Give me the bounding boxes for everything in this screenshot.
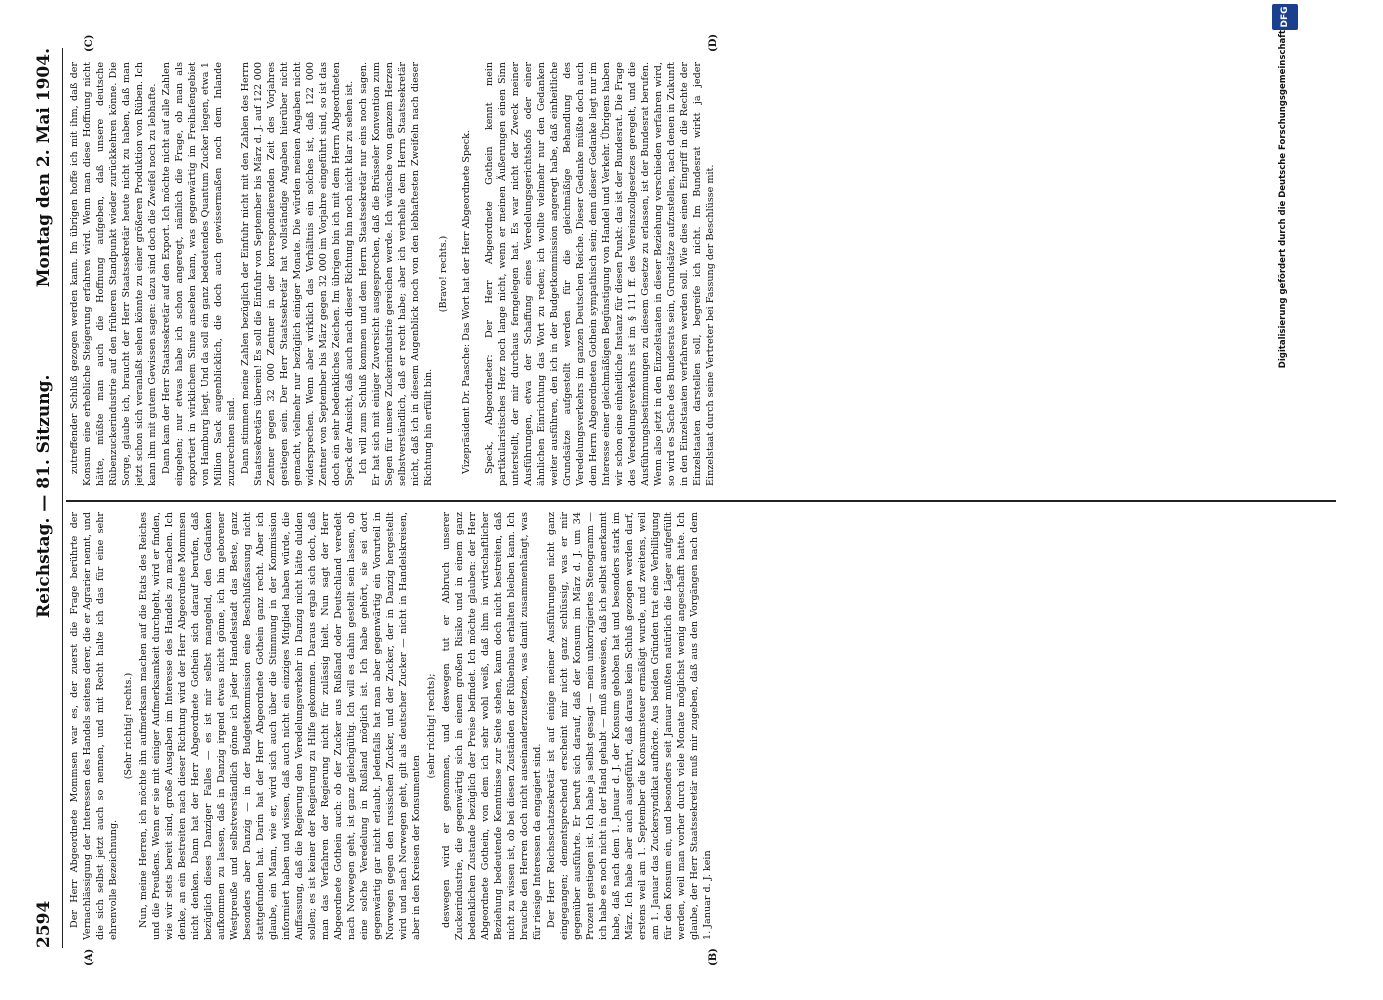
interjection: (Sehr richtig! rechts.) xyxy=(123,672,134,780)
paragraph: Nun, meine Herren, ich möchte ihn aufmerksam machen auf die Etats des Reiches und die Preußens. Wenn er sie mit einiger Aufmerksamkeit durchgeht, wird er finden, wie wir stets bereit sind, große Ausgaben im Interesse des Handels zu machen. Ich denke, an ein Bestreiten nach dieser Richtung wird der Herr Abgeordnete Mommsen nicht denken. Dann hat der Herr Abgeordnete Gothein sich darauf berufen, daß bezüglich dieses Danziger Falles — es ist mir selbst mangelnd, den Gedanken aufkommen zu lassen, daß in Danzig irgend etwas nicht gönne, ich bin geborener Westpreuße und selbstverständlich gönne ich jeder Handelsstadt das Beste, ganz besonders aber Danzig — in der Budgetkommission eine Beschlußfassung nicht stattgefunden hat. Darin hat der Herr Abgeordnete Gothein ganz recht. Aber ich glaube, ein Mann, wie er, wird sich auch über die Stimmung in der Kommission informiert haben und wissen, daß auch nicht ein einziges Mitglied haben würde, die Auffassung, daß die Regierung den Veredelungsverkehr in Danzig nicht hätte dulden sollen; es ist keiner der Regierung zu Hilfe gekommen. Daraus ergab sich doch, daß man das Verfahren der Regierung nicht für zulässig hielt. Nun sagt der Herr Abgeordnete Gothein auch: ob der Zucker aus Rußland oder Deutschland veredelt nach Norwegen geht, ist ganz gleichgültig. Ich will es dahin gestellt sein lassen, ob eine solche Veredelung in Rußland möglich ist. Ich habe gehört, sie sei dort gegenwärtig gar nicht erlaubt. Jedenfalls hat man aber gegenwärtig ein Vorurteil in Norwegen gegen den russischen Zucker, und der Zucker, der in Danzig hergestellt wird und nach Norwegen geht, gilt als deutscher Zucker — nicht in Handelskreisen, aber in den Kreisen der Konsumenten xyxy=(138,512,422,940)
right-text-column xyxy=(68,62,1330,486)
paragraph: Dann stimmen meine Zahlen bezüglich der Einfuhr nicht mit den Zahlen des Herrn Staatssekretärs überein! Es soll die Einfuhr von September bis März d. J. auf 122 000 Zentner gegen 32 000 Zentner in der korrespondierenden Zeit des Vorjahres gestiegen sein. Der Herr Staatssekretär hat vollständige Angaben hierüber nicht gemacht, vielmehr nur bezüglich einiger Monate. Die würden meinen Angaben nicht widersprechen. Wenn aber wirklich das Verhältnis ein solches ist, daß 122 000 Zentner von September bis März gegen 32 000 im Vorjahre eingeführt sind, so ist das doch ein sehr bedenkliches Zeichen. Im übrigen bin ich mit dem Herrn Abgeordneten Speck der Ansicht, daß auch nach dieser Richtung hin noch nicht klar zu sehen ist. xyxy=(240,62,355,486)
digitization-note: Digitalisierung gefördert durch die Deutsche Forschungsgemeinschaft xyxy=(1278,30,1288,369)
session-title: Reichstag. — 81. Sitzung. xyxy=(34,374,54,618)
paragraph: Dann kam der Herr Staatssekretär auf den Export. Ich möchte nicht auf alle Zahlen eingehen; nur etwas habe ich schon angeregt, nämlich die Frage, ob man als exportiert in wirklichem Sinne ansehen kann, was gegenwärtig im Freihafengebiet von Hamburg liegt. Und da soll ein ganz bedeutendes Quantum Zucker liegen, etwa 1 Million Sack augenblicklich, die doch auch gewissermaßen noch dem Inlande zuzurechnen sind. xyxy=(161,62,237,486)
paragraph: Der Herr Abgeordnete Mommsen war es, der zuerst die Frage berührte der Vernachlässigung der Interessen des Handels seitens derer, die er Agrarier nennt, und die sich selbst jetzt auch so nennen, und mit Recht halte ich das für eine sehr ehrenvolle Bezeichnung. xyxy=(69,512,119,940)
margin-marker-a: (A) xyxy=(84,948,95,966)
running-header xyxy=(28,48,62,948)
paragraph: zutreffender Schluß gezogen werden kann. Im übrigen hoffe ich mit ihm, daß der Konsum eine erhebliche Steigerung erfahren wird. Wenn man diese Hoffnung nicht hätte, müßte man auch die Hoffnung aufgeben, daß unsere deutsche Rübenzuckerindustrie auf den früheren Standpunkt wieder zurückkehren könne. Die Sorge, glaube ich, braucht der Herr Staatssekretär heute nicht zu haben, daß man jetzt schon sich veranlaßt sehen könnte zu einer größeren Produktion von Rüben. Ich kann ihm mit gutem Gewissen sagen: dazu sind doch die Zweifel noch zu lebhafte. xyxy=(69,62,158,486)
interjection: (Bravo! rechts.) xyxy=(438,235,449,313)
session-date: Montag den 2. Mai 1904. xyxy=(34,48,54,288)
speaker-paragraph: Speck, Abgeordneter: Der Herr Abgeordnete Gothein kennt mein partikularistisches Herz noch lange nicht, wenn er meinen Äußerungen einen Sinn unterstellt, der mir durchaus ferngelegen hat. Es war nicht der Zweck meiner Ausführungen, etwa der Schaffung eines Veredelungsgerichtshofs oder einer ähnlichen Einrichtung das Wort zu reden; ich wollte vielmehr nur den Gedanken weiter ausführen, den ich in der Budgetkommission angeregt habe, daß einheitliche Grundsätze aufgestellt werden für die gleichmäßige Behandlung des Veredelungsverkehrs im ganzen Deutschen Reiche. Dieser Gedanke müßte doch auch dem Herrn Abgeordneten Gothein sympathisch sein; denn dieser Gedanke liegt nur im Interesse einer gleichmäßigen Begünstigung von Handel und Verkehr. Übrigens haben wir schon eine einheitliche Instanz für diesen Punkt: das ist der Bundesrat. Die Frage des Veredelungsverkehrs ist im § 111 ff. des Vereinszollgesetzes geregelt, und die Ausführungsbestimmungen zu diesem Gesetze zu erlassen, ist der Bundesrat berufen. Wenn also jetzt in den Einzelstaaten in dieser Beziehung verschieden verfahren wird, so wird es Sache des Bundesrats sein, Grundsätze aufzustellen, nach denen in Zukunft in den Einzelstaaten verfahren werden soll. Wie dies einen Eingriff in die Rechte der Einzelstaaten darstellen soll, begreife ich nicht. Im Bundesrat wirkt ja jeder Einzelstaat durch seine Vertreter bei Fassung der Beschlüsse mit. xyxy=(484,62,716,486)
paragraph: Ich will zum Schluß kommen und dem Herrn Staatssekretär nur eins noch sagen. Er hat sich mit einiger Zuversicht ausgesprochen, daß die Brüsseler Konvention zum Segen für unsere Zuckerindustrie gereichen werde. Ich wünsche von ganzem Herzen selbstverständlich, daß er recht habe; aber ich verhehle dem Herrn Staatssekretär nicht, daß ich in diesem Augenblick noch von den lebhaftesten Zweifeln nach dieser Richtung hin erfüllt bin. xyxy=(358,62,434,486)
header-rule xyxy=(62,48,63,948)
paragraph: deswegen wird er genommen, und deswegen tut er Abbruch unserer Zuckerindustrie, die gegenwärtig sich in einem großen Risiko und in einem ganz bedenklichen Zustande bezüglich der Preise befindet. Ich möchte glauben: der Herr Abgeordnete Gothein, von dem ich sehr wohl weiß, daß ihm in wirtschaftlicher Beziehung bedeutende Kenntnisse zur Seite stehen, kann doch nicht bestreiten, daß nicht zu wissen ist, ob bei diesen Zuständen der Rübenbau erhalten bleiben kann. Ich brauche den Herren doch nicht auseinanderzusetzen, was damit zusammenhängt, was für riesige Interessen da engagiert sind. xyxy=(441,512,543,940)
dfg-logo: DFG xyxy=(1272,4,1298,30)
column-divider xyxy=(66,500,1336,502)
interjection: (sehr richtig! rechts); xyxy=(426,673,437,779)
page-number: 2594 xyxy=(34,900,54,948)
paragraph: Der Herr Reichsschatzsekretär ist auf einige meiner Ausführungen nicht ganz eingegangen; dementsprechend erscheint mir nicht ganz schlüssig, was er mir gegenüber ausführte. Er beruft sich darauf, daß der Konsum im März d. J. um 34 Prozent gestiegen ist. Ich habe ja selbst gesagt — mein unkorrigiertes Stenogramm — ich habe es noch nicht in der Hand gehabt — muß ausweisen, daß ich selbst anerkannt habe, daß nach dem 1. Januar d. J. der Konsum gehoben hat und besonders stark im März. Ich habe aber auch ausgeführt, daß daraus kein Schluß gezogen werden darf, erstens weil am 1. September die Konsumsteuer ermäßigt wurde, und zweitens, weil am 1. Januar das Zuckersyndikat aufhörte. Aus beiden Gründen trat eine Verbilligung für den Konsum ein, und besonders seit Januar mußten natürlich die Läger aufgefüllt werden, weil man vorher durch viele Monate möglichst wenig angeschafft hatte. Ich glaube, der Herr Staatssekretär muß mir zugeben, daß aus den Vorgängen nach dem 1. Januar d. J. kein xyxy=(546,512,713,940)
left-text-column xyxy=(68,512,1330,940)
margin-marker-d: (D) xyxy=(708,33,719,52)
speaker-paragraph: Vizepräsident Dr. Paasche: Das Wort hat der Herr Abgeordnete Speck. xyxy=(461,130,472,474)
margin-marker-c: (C) xyxy=(84,34,95,52)
margin-marker-b: (B) xyxy=(708,948,719,966)
